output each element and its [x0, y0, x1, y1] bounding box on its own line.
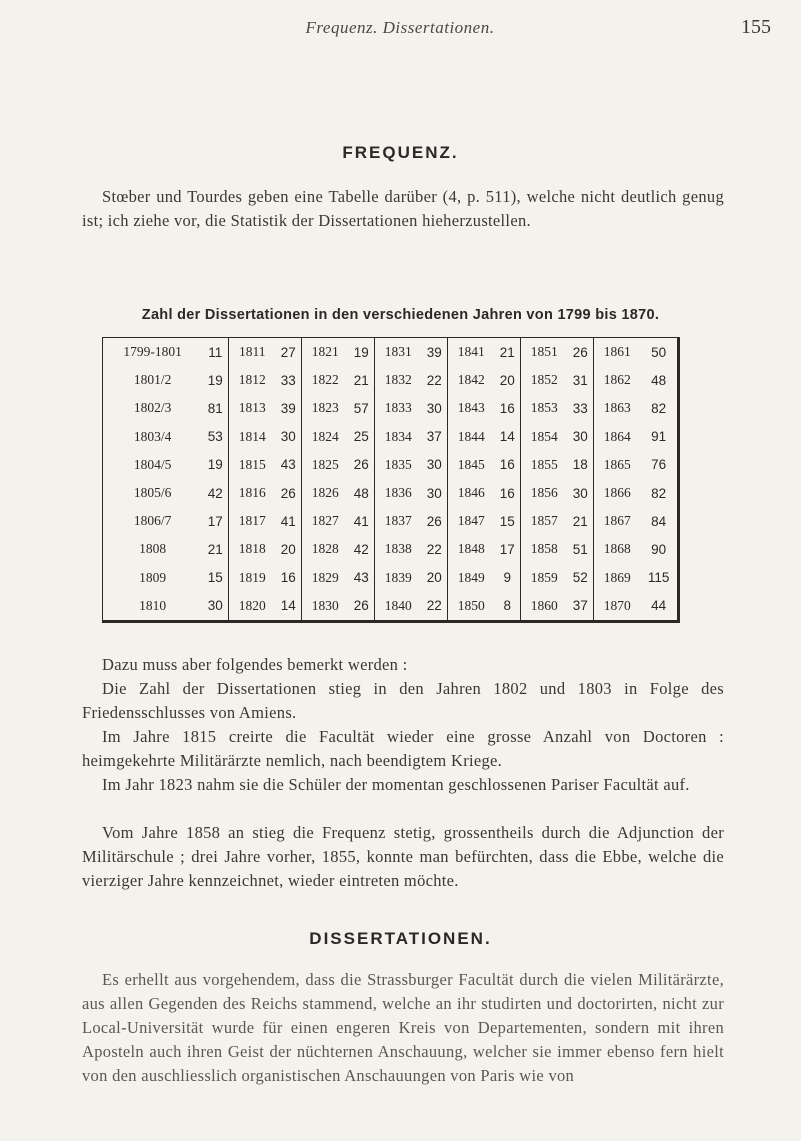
year-cell: 1838	[384, 541, 412, 557]
year-cell: 1819	[238, 569, 266, 585]
count-cell: 39	[275, 394, 301, 422]
year-cell: 1837	[384, 513, 412, 529]
year-cell: 1813	[238, 400, 266, 416]
year-cell: 1869	[603, 569, 631, 585]
count-cell: 15	[494, 507, 520, 535]
year-cell: 1847	[457, 513, 485, 529]
count-cell: 26	[567, 338, 593, 366]
year-cell: 1817	[238, 513, 266, 529]
year-cell: 1848	[457, 541, 485, 557]
year-cell: 1801/2	[133, 372, 172, 388]
table-row	[103, 479, 677, 507]
count-cell: 16	[494, 394, 520, 422]
count-cell: 53	[202, 423, 228, 451]
year-cell: 1857	[530, 513, 558, 529]
year-cell: 1826	[311, 485, 339, 501]
count-cell: 33	[275, 366, 301, 394]
year-cell: 1809	[139, 569, 167, 585]
year-cell: 1841	[457, 344, 485, 360]
count-cell: 26	[275, 479, 301, 507]
table-row	[103, 592, 677, 620]
frequency-table-grid	[103, 338, 677, 620]
table-row	[103, 394, 677, 422]
count-cell: 57	[348, 394, 374, 422]
year-cell: 1805/6	[133, 485, 172, 501]
count-cell: 30	[567, 423, 593, 451]
count-cell: 43	[348, 564, 374, 592]
count-cell: 42	[348, 535, 374, 563]
count-cell: 52	[567, 564, 593, 592]
year-cell: 1843	[457, 400, 485, 416]
year-cell: 1832	[384, 372, 412, 388]
count-cell: 26	[421, 507, 447, 535]
count-cell: 16	[494, 451, 520, 479]
count-cell: 48	[651, 372, 667, 388]
count-cell: 16	[494, 479, 520, 507]
year-cell: 1831	[384, 344, 412, 360]
remark-3: Im Jahr 1823 nahm sie die Schüler der momentan geschlossenen Pariser Facultät auf.	[102, 775, 690, 794]
year-cell: 1828	[311, 541, 339, 557]
year-cell: 1839	[384, 569, 412, 585]
year-cell: 1856	[530, 485, 558, 501]
year-cell: 1870	[603, 597, 631, 613]
count-cell: 31	[567, 366, 593, 394]
remark-2: Im Jahre 1815 creirte die Facultät wieder eine grosse Anzahl von Doctoren : heimgekehrte Militärärzte nemlich, nach beendigtem Kriege.	[82, 727, 724, 770]
year-cell: 1858	[530, 541, 558, 557]
year-cell: 1864	[603, 428, 631, 444]
count-cell: 51	[567, 535, 593, 563]
year-cell: 1833	[384, 400, 412, 416]
count-cell: 22	[421, 592, 447, 620]
count-cell: 33	[567, 394, 593, 422]
year-cell: 1818	[238, 541, 266, 557]
count-cell: 82	[651, 485, 667, 501]
count-cell: 37	[567, 592, 593, 620]
year-cell: 1861	[603, 344, 631, 360]
year-cell: 1860	[530, 597, 558, 613]
count-cell: 44	[651, 598, 667, 614]
year-cell: 1815	[238, 456, 266, 472]
count-cell: 20	[421, 564, 447, 592]
year-cell: 1862	[603, 372, 631, 388]
count-cell: 19	[202, 366, 228, 394]
year-cell: 1851	[530, 344, 558, 360]
year-cell: 1859	[530, 569, 558, 585]
count-cell: 39	[421, 338, 447, 366]
count-cell: 30	[421, 394, 447, 422]
count-cell: 30	[421, 479, 447, 507]
count-cell: 41	[275, 507, 301, 535]
count-cell: 22	[421, 366, 447, 394]
table-row	[103, 535, 677, 563]
count-cell: 21	[202, 535, 228, 563]
count-cell: 26	[348, 592, 374, 620]
table-row	[103, 366, 677, 394]
count-cell: 30	[567, 479, 593, 507]
year-cell: 1865	[603, 456, 631, 472]
year-cell: 1844	[457, 428, 485, 444]
year-cell: 1835	[384, 456, 412, 472]
year-cell: 1808	[139, 541, 167, 557]
running-title: Frequenz. Dissertationen.	[305, 18, 495, 37]
year-cell: 1863	[603, 400, 631, 416]
year-cell: 1824	[311, 428, 339, 444]
table-row	[103, 338, 677, 366]
count-cell: 22	[421, 535, 447, 563]
year-cell: 1821	[311, 344, 339, 360]
dissertationen-paragraph: Es erhellt aus vorgehendem, dass die Strassburger Facultät durch die vielen Militärärzte, aus allen Gegenden des Reichs stammend, welche an ihr studirten und doctorirten, nicht zur Local-Universität wurde für einen engeren Kreis von Departementen, sondern mit ihren Aposteln auch ihren Geist der nüchternen Anschauung, welcher sie immer ebenso fern hielt von den auschliesslich organistischen Anschauungen von Paris wie von	[82, 970, 724, 1085]
count-cell: 21	[494, 338, 520, 366]
count-cell: 84	[651, 513, 667, 529]
table-caption: Zahl der Dissertationen in den verschiedenen Jahren von 1799 bis 1870.	[141, 307, 660, 323]
frequenz-intro: Stœber und Tourdes geben eine Tabelle darüber (4, p. 511), welche nicht deutlich genug ist; ich ziehe vor, die Statistik der Dissertationen hieherzustellen.	[82, 187, 724, 230]
count-cell: 18	[567, 451, 593, 479]
count-cell: 19	[348, 338, 374, 366]
year-cell: 1812	[238, 372, 266, 388]
count-cell: 21	[348, 366, 374, 394]
year-cell: 1845	[457, 456, 485, 472]
section-title-dissertationen: DISSERTATIONEN.	[309, 929, 492, 948]
running-head	[0, 16, 801, 46]
table-row	[103, 451, 677, 479]
year-cell: 1840	[384, 597, 412, 613]
year-cell: 1854	[530, 428, 558, 444]
year-cell: 1850	[457, 597, 485, 613]
count-cell: 41	[348, 507, 374, 535]
year-cell: 1827	[311, 513, 339, 529]
count-cell: 90	[651, 541, 667, 557]
year-cell: 1822	[311, 372, 339, 388]
table-row	[103, 564, 677, 592]
count-cell: 14	[275, 592, 301, 620]
count-cell: 14	[494, 423, 520, 451]
table-row	[103, 507, 677, 535]
year-cell: 1816	[238, 485, 266, 501]
year-cell: 1866	[603, 485, 631, 501]
count-cell: 26	[348, 451, 374, 479]
page-number: 155	[741, 16, 771, 38]
year-cell: 1820	[238, 597, 266, 613]
count-cell: 16	[275, 564, 301, 592]
year-cell: 1852	[530, 372, 558, 388]
count-cell: 21	[567, 507, 593, 535]
count-cell: 11	[202, 338, 228, 366]
count-cell: 43	[275, 451, 301, 479]
count-cell: 20	[494, 366, 520, 394]
count-cell: 8	[494, 592, 520, 620]
count-cell: 17	[202, 507, 228, 535]
count-cell: 81	[202, 394, 228, 422]
year-cell: 1803/4	[133, 428, 172, 444]
year-cell: 1804/5	[133, 456, 172, 472]
count-cell: 42	[202, 479, 228, 507]
count-cell: 30	[202, 592, 228, 620]
year-cell: 1823	[311, 400, 339, 416]
frequency-table	[102, 337, 680, 623]
year-cell: 1825	[311, 456, 339, 472]
count-cell: 91	[651, 429, 667, 445]
count-cell: 30	[275, 423, 301, 451]
count-cell: 50	[651, 344, 667, 360]
year-cell: 1802/3	[133, 400, 172, 416]
year-cell: 1799-1801	[123, 344, 182, 360]
year-cell: 1867	[603, 513, 631, 529]
count-cell: 48	[348, 479, 374, 507]
count-cell: 17	[494, 535, 520, 563]
year-cell: 1811	[238, 344, 266, 360]
year-cell: 1830	[311, 597, 339, 613]
year-cell: 1868	[603, 541, 631, 557]
count-cell: 15	[202, 564, 228, 592]
count-cell: 9	[494, 564, 520, 592]
count-cell: 30	[421, 451, 447, 479]
count-cell: 37	[421, 423, 447, 451]
year-cell: 1836	[384, 485, 412, 501]
year-cell: 1842	[457, 372, 485, 388]
year-cell: 1853	[530, 400, 558, 416]
year-cell: 1810	[139, 597, 167, 613]
year-cell: 1829	[311, 569, 339, 585]
year-cell: 1849	[457, 569, 485, 585]
year-cell: 1814	[238, 428, 266, 444]
count-cell: 76	[651, 457, 667, 473]
remark-1: Die Zahl der Dissertationen stieg in den Jahren 1802 und 1803 in Folge des Friedensschlusses von Amiens.	[82, 679, 724, 722]
year-cell: 1806/7	[133, 513, 172, 529]
section-title-frequenz: FREQUENZ.	[342, 143, 459, 162]
year-cell: 1834	[384, 428, 412, 444]
count-cell: 27	[275, 338, 301, 366]
count-cell: 20	[275, 535, 301, 563]
count-cell: 115	[647, 570, 670, 586]
count-cell: 82	[651, 400, 667, 416]
remark-4: Vom Jahre 1858 an stieg die Frequenz stetig, grossentheils durch die Adjunction der Militärschule ; drei Jahre vorher, 1855, konnte man befürchten, dass die Ebbe, welche die vierziger Jahre kennzeichnet, wieder eintreten möchte.	[82, 823, 724, 890]
count-cell: 25	[348, 423, 374, 451]
remarks-lead: Dazu muss aber folgendes bemerkt werden :	[102, 655, 408, 674]
count-cell: 19	[202, 451, 228, 479]
year-cell: 1855	[530, 456, 558, 472]
table-row	[103, 423, 677, 451]
year-cell: 1846	[457, 485, 485, 501]
